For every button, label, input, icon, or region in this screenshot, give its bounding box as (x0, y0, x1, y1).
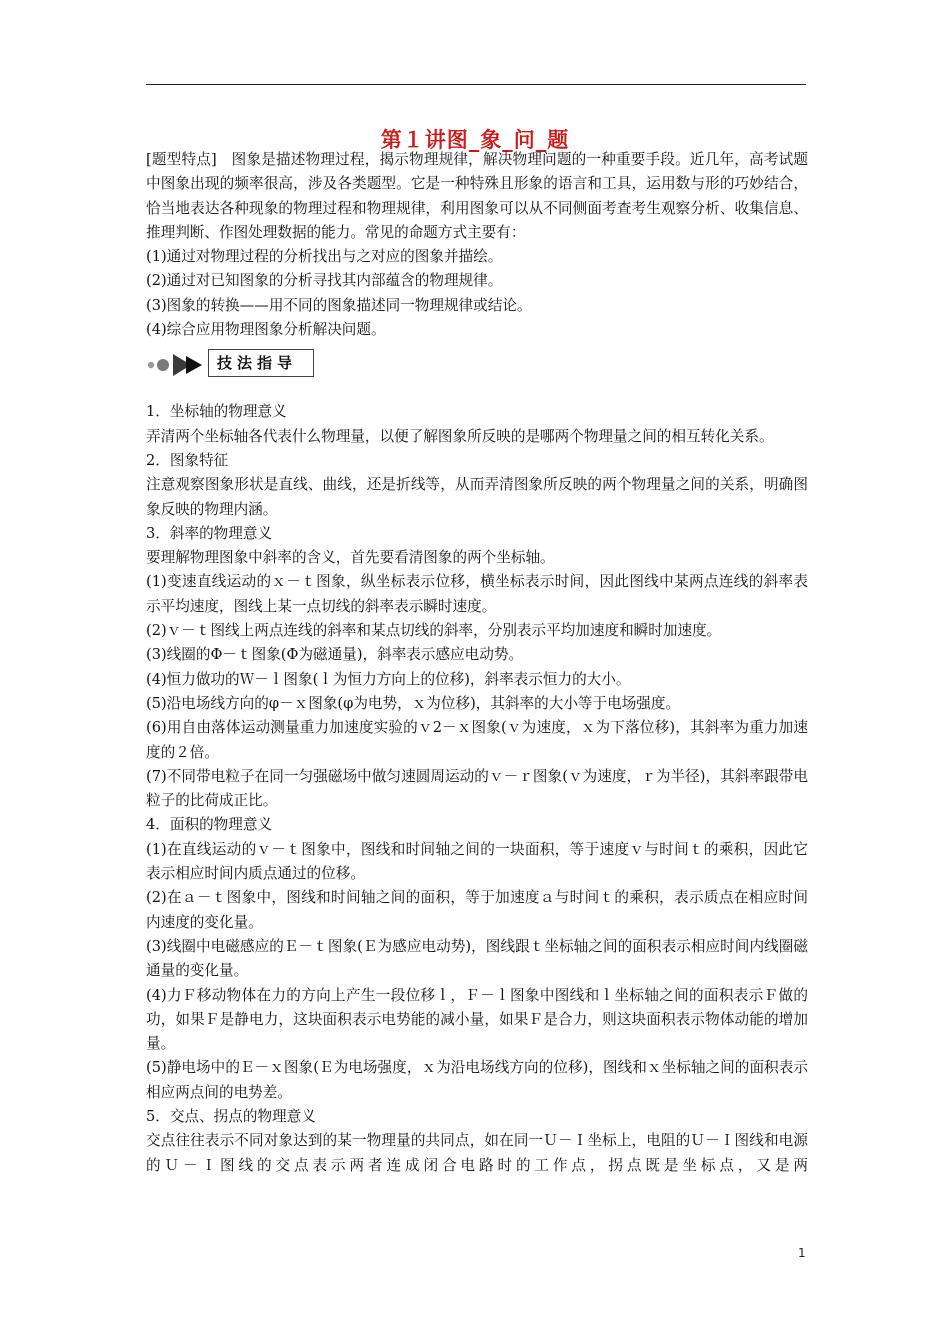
section-paragraph: 注意观察图象形状是直线、曲线，还是折线等，从而弄清图象所反映的两个物理量之间的关系，明确图象反映的物理内涵。 (146, 476, 808, 518)
document-body (146, 148, 808, 1178)
intro-item: (1)通过对物理过程的分析找出与之对应的图象并描绘。 (146, 248, 503, 266)
banner-label: 技法指导 (208, 349, 314, 377)
section-paragraph: 要理解物理图象中斜率的含义，首先要看清图象的两个坐标轴。 (146, 549, 555, 567)
section-paragraph: (5)沿电场线方向的φ－ｘ图象(φ为电势，ｘ为位移)，其斜率的大小等于电场强度。 (146, 694, 681, 712)
section-paragraph: (2)ｖ－ｔ图线上两点连线的斜率和某点切线的斜率，分别表示平均加速度和瞬时加速度。 (146, 622, 722, 640)
section-paragraph: (2)在ａ－ｔ图象中，图线和时间轴之间的面积，等于加速度ａ与时间ｔ的乘积，表示质点在相应时间内速度的变化量。 (146, 889, 808, 931)
section-paragraph: (3)线圈的Φ－ｔ图象(Φ为磁通量)，斜率表示感应电动势。 (146, 646, 524, 664)
section-banner (146, 345, 808, 387)
section-paragraph: (1)变速直线运动的ｘ－ｔ图象，纵坐标表示位移，横坐标表示时间，因此图线中某两点连线的斜率表示平均速度，图线上某一点切线的斜率表示瞬时速度。 (146, 573, 808, 615)
section-paragraph: 弄清两个坐标轴各代表什么物理量，以便了解图象所反映的是哪两个物理量之间的相互转化关系。 (146, 427, 774, 445)
section-heading: 3．斜率的物理意义 (146, 524, 273, 542)
page-number: 1 (798, 1246, 806, 1260)
intro-item: (4)综合应用物理图象分析解决问题。 (146, 321, 386, 339)
page-title: 第１讲图_象_问_题 (380, 128, 570, 152)
section-paragraph: (4)恒力做功的Ｗ－ｌ图象(ｌ为恒力方向上的位移)，斜率表示恒力的大小。 (146, 670, 631, 688)
section-paragraph: (3)线圈中电磁感应的Ｅ－ｔ图象(Ｅ为感应电动势)，图线跟ｔ坐标轴之间的面积表示相应时间内线圈磁通量的变化量。 (146, 937, 808, 980)
section-heading: 5．交点、拐点的物理意义 (146, 1107, 316, 1125)
intro-item: (3)图象的转换——用不同的图象描述同一物理规律或结论。 (146, 296, 532, 314)
section-heading: 1．坐标轴的物理意义 (146, 403, 287, 421)
section-paragraph: 交点往往表示不同对象达到的某一物理量的共同点，如在同一Ｕ－Ｉ坐标上，电阻的Ｕ－Ｉ图线和电源的Ｕ－Ｉ图线的交点表示两者连成闭合电路时的工作点，拐点既是坐标点，又是两 (146, 1132, 808, 1174)
banner-bullets-icon (146, 351, 210, 379)
section-paragraph: (6)用自由落体运动测量重力加速度实验的ｖ2－ｘ图象(ｖ为速度，ｘ为下落位移)，其斜率为重力加速度的２倍。 (146, 719, 808, 761)
section-heading: 4．面积的物理意义 (146, 816, 273, 834)
header-rule (146, 84, 806, 85)
section-paragraph: (1)在直线运动的ｖ－ｔ图象中，图线和时间轴之间的一块面积，等于速度ｖ与时间ｔ的乘积，因此它表示相应时间内质点通过的位移。 (146, 840, 808, 883)
intro-paragraph: [题型特点] 图象是描述物理过程，揭示物理规律，解决物理问题的一种重要手段。近几年，高考试题中图象出现的频率很高，涉及各类题型。它是一种特殊且形象的语言和工具，运用数与形的巧妙结合，恰当地表达各种现象的物理过程和物理规律，利用图象可以从不同侧面考查考生观察分析、收集信息、推理判断、作图处理数据的能力。常见的命题方式主要有： (146, 151, 808, 241)
section-heading: 2．图象特征 (146, 451, 229, 469)
section-paragraph: (5)静电场中的Ｅ－ｘ图象(Ｅ为电场强度，ｘ为沿电场线方向的位移)，图线和ｘ坐标轴之间的面积表示相应两点间的电势差。 (146, 1059, 808, 1101)
section-paragraph: (7)不同带电粒子在同一匀强磁场中做匀速圆周运动的ｖ－ｒ图象(ｖ为速度，ｒ为半径)，其斜率跟带电粒子的比荷成正比。 (146, 767, 808, 810)
section-paragraph: (4)力Ｆ移动物体在力的方向上产生一段位移ｌ，Ｆ－ｌ图象中图线和ｌ坐标轴之间的面积表示Ｆ做的功，如果Ｆ是静电力，这块面积表示电势能的减小量，如果Ｆ是合力，则这块面积表示物体动能的增加量。 (146, 986, 808, 1053)
intro-item: (2)通过对已知图象的分析寻找其内部蕴含的物理规律。 (146, 272, 503, 290)
